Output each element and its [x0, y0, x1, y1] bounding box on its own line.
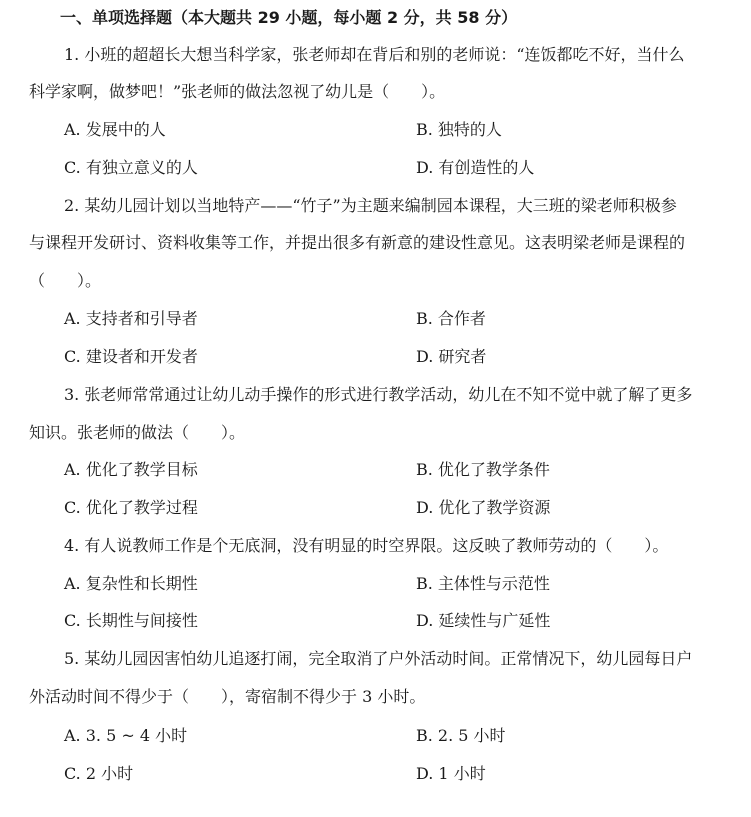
question-5-option-c[interactable]: C. 2 小时	[64, 764, 134, 783]
question-1-option-a[interactable]: A. 发展中的人	[64, 120, 166, 139]
question-5-option-a[interactable]: A. 3. 5 ~ 4 小时	[64, 726, 188, 745]
question-1-stem-line-1: 1. 小班的超超长大想当科学家，张老师却在背后和别的老师说：“连饭都吃不好，当什么	[64, 45, 685, 64]
question-3-stem-line-2: 知识。张老师的做法（ ）。	[29, 423, 246, 442]
question-2-stem-line-2: 与课程开发研讨、资料收集等工作，并提出很多有新意的建设性意见。这表明梁老师是课程的	[29, 233, 686, 252]
question-2-option-c[interactable]: C. 建设者和开发者	[64, 347, 198, 366]
question-3-stem-line-1: 3. 张老师常常通过让幼儿动手操作的形式进行教学活动，幼儿在不知不觉中就了解了更多	[64, 385, 693, 404]
section-title: 一、单项选择题（本大题共 29 小题，每小题 2 分，共 58 分）	[60, 8, 518, 27]
question-1-option-d[interactable]: D. 有创造性的人	[416, 158, 535, 177]
question-2-option-b[interactable]: B. 合作者	[416, 309, 486, 328]
question-3-option-d[interactable]: D. 优化了教学资源	[416, 498, 551, 517]
question-5-stem-line-1: 5. 某幼儿园因害怕幼儿追逐打闹，完全取消了户外活动时间。正常情况下，幼儿园每日户	[64, 649, 693, 668]
question-4-option-c[interactable]: C. 长期性与间接性	[64, 611, 198, 630]
question-2-option-a[interactable]: A. 支持者和引导者	[64, 309, 198, 328]
question-4-option-b[interactable]: B. 主体性与示范性	[416, 574, 550, 593]
question-5-stem-line-2: 外活动时间不得少于（ ），寄宿制不得少于 3 小时。	[29, 687, 426, 706]
question-1-option-b[interactable]: B. 独特的人	[416, 120, 502, 139]
question-4-option-d[interactable]: D. 延续性与广延性	[416, 611, 551, 630]
question-1-stem-line-2: 科学家啊，做梦吧！”张老师的做法忽视了幼儿是（ ）。	[29, 82, 446, 101]
question-2-stem-line-1: 2. 某幼儿园计划以当地特产——“竹子”为主题来编制园本课程，大三班的梁老师积极参	[64, 196, 677, 215]
question-4-option-a[interactable]: A. 复杂性和长期性	[64, 574, 198, 593]
question-3-option-a[interactable]: A. 优化了教学目标	[64, 460, 198, 479]
question-2-option-d[interactable]: D. 研究者	[416, 347, 487, 366]
question-3-option-c[interactable]: C. 优化了教学过程	[64, 498, 198, 517]
question-5-option-d[interactable]: D. 1 小时	[416, 764, 486, 783]
question-4-stem-line-1: 4. 有人说教师工作是个无底洞，没有明显的时空界限。这反映了教师劳动的（ ）。	[64, 536, 669, 555]
question-3-option-b[interactable]: B. 优化了教学条件	[416, 460, 550, 479]
question-2-stem-line-3: （ ）。	[29, 271, 102, 290]
question-1-option-c[interactable]: C. 有独立意义的人	[64, 158, 198, 177]
question-5-option-b[interactable]: B. 2. 5 小时	[416, 726, 506, 745]
